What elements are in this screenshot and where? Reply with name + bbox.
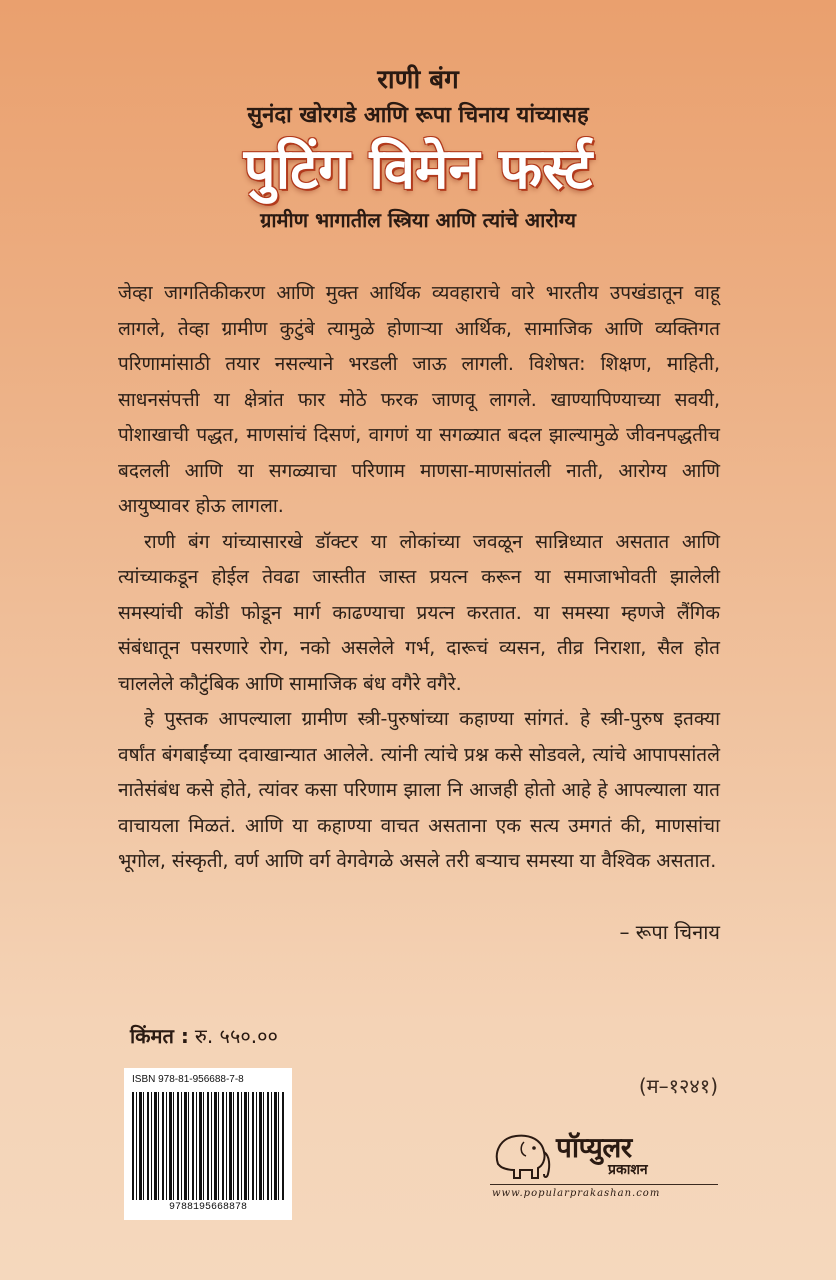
- publisher-rule: [490, 1184, 718, 1185]
- isbn-text: ISBN 978-81-956688-7-8: [132, 1074, 244, 1085]
- barcode-bars: [132, 1092, 284, 1200]
- barcode-digits: 9788195668878: [168, 1202, 247, 1213]
- isbn-barcode: [124, 1068, 292, 1220]
- cover-header: [0, 62, 836, 233]
- blurb-signature: – रूपा चिनाय: [619, 920, 720, 944]
- blurb-paragraph-2: राणी बंग यांच्यासारखे डॉक्टर या लोकांच्या जवळून सान्निध्यात असतात आणि त्यांच्याकडून होईल तेवढा जास्तीत जास्त प्रयत्न करून या समाजाभोवती झालेली समस्यांची कोंडी फोडून मार्ग काढण्याचा प्रयत्न करतात. या समस्या म्हणजे लैंगिक संबंधातून पसरणारे रोग, नको असलेले गर्भ, दारूचं व्यसन, तीव्र निराशा, सैल होत चाललेले कौटुंबिक आणि सामाजिक बंध वगैरे वगैरे.: [118, 530, 720, 695]
- catalog-code: (म–१२४१): [638, 1074, 718, 1098]
- elephant-icon: [490, 1126, 554, 1182]
- price-value: रु. ५५०.००: [194, 1024, 278, 1048]
- book-title: पुटिंग विमेन फर्स्ट: [243, 137, 593, 202]
- blurb-paragraph-1: जेव्हा जागतिकीकरण आणि मुक्त आर्थिक व्यवहाराचे वारे भारतीय उपखंडातून वाहू लागले, तेव्हा ग्रामीण कुटुंबे त्यामुळे होणाऱ्या आर्थिक, सामाजिक आणि व्यक्तिगत परिणामांसाठी तयार नसल्याने भरडली जाऊ लागली. विशेषत: शिक्षण, माहिती, साधनसंपत्ती या क्षेत्रांत फार मोठे फरक जाणवू लागले. खाण्यापिण्याच्या सवयी, पोशाखाची पद्धत, माणसांचं दिसणं, वागणं या सगळ्यात बदल झाल्यामुळे जीवनपद्धतीच बदलली आणि या सगळ्याचा परिणाम माणसा-माणसांतली नाती, आरोग्य आणि आयुष्यावर होऊ लागला.: [118, 282, 720, 517]
- price-label: किंमत :: [130, 1024, 189, 1048]
- publisher-sub: प्रकाशन: [608, 1162, 648, 1178]
- publisher-logo: [490, 1126, 722, 1206]
- price: [130, 1022, 278, 1049]
- blurb: [118, 276, 720, 880]
- author-name: राणी बंग: [377, 65, 459, 95]
- blurb-paragraph-3: हे पुस्तक आपल्याला ग्रामीण स्त्री-पुरुषांच्या कहाण्या सांगतं. हे स्त्री-पुरुष इतक्या वर्षांत बंगबाईंच्या दवाखान्यात आलेले. त्यांनी त्यांचे प्रश्न कसे सोडवले, त्यांचे आपापसांतले नातेसंबंध कसे होते, त्यांवर कसा परिणाम झाला नि आजही होतो आहे हे आपल्याला यात वाचायला मिळतं. आणि या कहाण्या वाचत असताना एक सत्य उमगतं की, माणसांचा भूगोल, संस्कृती, वर्ण आणि वर्ग वेगवेगळे असले तरी बऱ्याच समस्या या वैश्विक असतात.: [118, 708, 720, 872]
- publisher-name: पॉप्युलर: [556, 1131, 632, 1164]
- book-subtitle: ग्रामीण भागातील स्त्रिया आणि त्यांचे आरोग्य: [260, 208, 576, 232]
- publisher-url: www.popularprakashan.com: [492, 1188, 661, 1199]
- co-authors: सुनंदा खोरगडे आणि रूपा चिनाय यांच्यासह: [247, 102, 589, 128]
